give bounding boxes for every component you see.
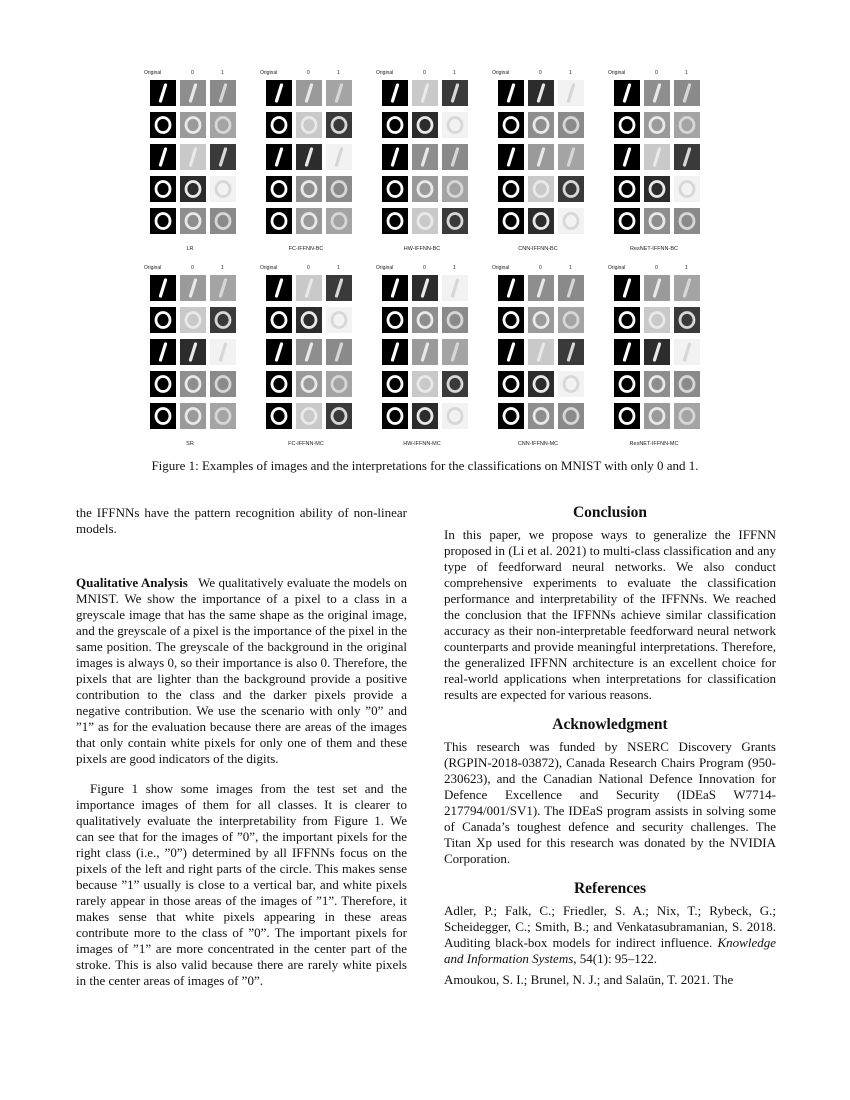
importance-image bbox=[296, 339, 322, 365]
importance-image bbox=[528, 80, 554, 106]
panel-header-label: 0 bbox=[539, 265, 542, 271]
importance-image bbox=[296, 80, 322, 106]
importance-image bbox=[180, 371, 206, 397]
importance-image bbox=[412, 208, 438, 234]
importance-image bbox=[210, 403, 236, 429]
panel-header-label: 1 bbox=[453, 70, 456, 76]
importance-image bbox=[412, 144, 438, 170]
importance-image bbox=[674, 176, 700, 202]
acknowledgment-body: This research was funded by NSERC Discovery Grants (RGPIN-2018-03872), Canada Research Chairs Program (950-230623), and the Canadian National Defence Innovation for Defence Excellence and Security (IDEaS W7714-217794/001/SV1). The IDEaS program assists in solving some of Canada’s toughest defence and security challenges. The Titan Xp used for this research was donated by the NVIDIA Corporation. bbox=[444, 739, 776, 866]
importance-image bbox=[326, 208, 352, 234]
panel-header-label: Original bbox=[144, 70, 162, 76]
panel-header-label: 0 bbox=[423, 70, 426, 76]
importance-image bbox=[210, 112, 236, 138]
importance-image bbox=[210, 144, 236, 170]
importance-image bbox=[326, 176, 352, 202]
importance-image bbox=[296, 144, 322, 170]
importance-image bbox=[326, 144, 352, 170]
importance-image bbox=[528, 307, 554, 333]
importance-image bbox=[528, 208, 554, 234]
importance-image bbox=[412, 80, 438, 106]
importance-image bbox=[528, 275, 554, 301]
original-digit-image bbox=[150, 403, 176, 429]
original-digit-image bbox=[382, 403, 408, 429]
panel-caption: HW-IFFNN-BC bbox=[403, 246, 441, 252]
importance-image bbox=[412, 403, 438, 429]
importance-image bbox=[674, 80, 700, 106]
original-digit-image bbox=[382, 307, 408, 333]
importance-image bbox=[644, 339, 670, 365]
panel-header-label: Original bbox=[492, 70, 510, 76]
importance-image bbox=[558, 176, 584, 202]
panel-caption: CNN-IFFNN-BC bbox=[518, 246, 558, 252]
left-para-0: the IFFNNs have the pattern recognition ability of non-linear models. bbox=[76, 505, 407, 536]
importance-image bbox=[442, 176, 468, 202]
importance-image bbox=[210, 275, 236, 301]
figure-1 bbox=[140, 70, 710, 450]
panel-header-label: Original bbox=[260, 70, 278, 76]
qualitative-analysis-paragraph bbox=[76, 575, 407, 767]
panel-caption: LR bbox=[186, 246, 194, 252]
panel-header-label: 1 bbox=[337, 265, 340, 271]
importance-image bbox=[644, 176, 670, 202]
reference-1-journal: Knowledge and Information Systems bbox=[444, 935, 777, 966]
original-digit-image bbox=[382, 80, 408, 106]
original-digit-image bbox=[150, 339, 176, 365]
panel-header bbox=[488, 265, 588, 273]
original-digit-image bbox=[498, 339, 524, 365]
importance-image bbox=[296, 275, 322, 301]
reference-1-text: Adler, P.; Falk, C.; Friedler, S. A.; Nix, T.; Rybeck, G.; Scheidegger, C.; Smith, B.; and Venkatasubramanian, S. 2018. Auditing black-box models for indirect influence. bbox=[444, 903, 776, 950]
panel-caption: SR bbox=[186, 441, 194, 447]
importance-image bbox=[326, 371, 352, 397]
panel-header-label: 0 bbox=[655, 70, 658, 76]
original-digit-image bbox=[498, 275, 524, 301]
importance-image bbox=[644, 307, 670, 333]
importance-image bbox=[528, 176, 554, 202]
importance-image bbox=[412, 112, 438, 138]
original-digit-image bbox=[614, 275, 640, 301]
importance-image bbox=[442, 403, 468, 429]
importance-image bbox=[296, 371, 322, 397]
panel-header-label: 1 bbox=[221, 265, 224, 271]
importance-image bbox=[558, 112, 584, 138]
original-digit-image bbox=[614, 80, 640, 106]
importance-image bbox=[528, 339, 554, 365]
original-digit-image bbox=[614, 339, 640, 365]
importance-image bbox=[296, 307, 322, 333]
panel-header-label: Original bbox=[376, 70, 394, 76]
original-digit-image bbox=[614, 307, 640, 333]
importance-image bbox=[326, 275, 352, 301]
importance-image bbox=[558, 403, 584, 429]
importance-image bbox=[296, 208, 322, 234]
importance-image bbox=[644, 112, 670, 138]
original-digit-image bbox=[266, 275, 292, 301]
original-digit-image bbox=[614, 144, 640, 170]
importance-image bbox=[644, 80, 670, 106]
original-digit-image bbox=[150, 176, 176, 202]
importance-image bbox=[210, 176, 236, 202]
panel-caption: ResNET-IFFNN-MC bbox=[629, 441, 679, 447]
importance-image bbox=[326, 80, 352, 106]
original-digit-image bbox=[498, 371, 524, 397]
conclusion-body: In this paper, we propose ways to generalize the IFFNN proposed in (Li et al. 2021) to multi-class classification and any type of feedforward neural networks. We also conduct comprehensive experiments to evaluate the classification performance and interpretability of the IFFNNs. We reached the conclusion that the IFFNNs achieve similar classification accuracy as their non-interpretable feedforward neural network counterparts and provide meaningful interpretations. Therefore, the generalized IFFNN architecture is an excellent choice for real-world applications when interpretations for classification results are expected for various reasons. bbox=[444, 527, 776, 702]
importance-image bbox=[558, 144, 584, 170]
original-digit-image bbox=[266, 208, 292, 234]
left-para-2: Figure 1 show some images from the test set and the importance images of them for all classes. It is clearer to qualitatively evaluate the interpretability from Figure 1. We can see that for the images of ”0”, the important pixels for the right class (i.e., ”0”) determined by all IFFNNs focus on the pixels of the left and right parts of the circle. This makes sense because ”1” usually is close to a vertical bar, and white pixels rarely appear in those areas of the images of ”1”. Therefore, it makes sense that white pixels appearing in these areas contribute more to the class of ”0”. The important pixels for images of ”1” are more concentrated in the center part of the stroke. This is also valid because there are rarely white pixels in the center areas of images of ”0”. bbox=[76, 781, 407, 988]
importance-image bbox=[180, 208, 206, 234]
importance-image bbox=[674, 339, 700, 365]
importance-image bbox=[674, 403, 700, 429]
figure-caption: Figure 1: Examples of images and the interpretations for the classifications on MNIST with only 0 and 1. bbox=[151, 458, 699, 473]
left-column bbox=[76, 505, 407, 989]
original-digit-image bbox=[498, 208, 524, 234]
importance-image bbox=[674, 371, 700, 397]
importance-image bbox=[558, 208, 584, 234]
acknowledgment-heading: Acknowledgment bbox=[552, 716, 668, 733]
original-digit-image bbox=[266, 80, 292, 106]
importance-image bbox=[296, 112, 322, 138]
importance-image bbox=[442, 144, 468, 170]
panel-header-label: 1 bbox=[569, 265, 572, 271]
importance-image bbox=[412, 307, 438, 333]
importance-image bbox=[296, 403, 322, 429]
original-digit-image bbox=[150, 112, 176, 138]
original-digit-image bbox=[614, 208, 640, 234]
importance-image bbox=[674, 112, 700, 138]
original-digit-image bbox=[382, 112, 408, 138]
importance-image bbox=[558, 371, 584, 397]
importance-image bbox=[644, 371, 670, 397]
original-digit-image bbox=[382, 144, 408, 170]
panel-caption: FC-IFFNN-MC bbox=[288, 441, 324, 447]
reference-2: Amoukou, S. I.; Brunel, N. J.; and Salaün, T. 2021. The bbox=[444, 972, 734, 987]
importance-image bbox=[326, 403, 352, 429]
importance-image bbox=[528, 144, 554, 170]
panel-header bbox=[140, 70, 240, 78]
panel-header bbox=[604, 70, 704, 78]
original-digit-image bbox=[498, 144, 524, 170]
importance-image bbox=[180, 80, 206, 106]
importance-image bbox=[644, 275, 670, 301]
importance-image bbox=[210, 339, 236, 365]
original-digit-image bbox=[150, 80, 176, 106]
panel-header-label: 1 bbox=[685, 265, 688, 271]
panel-header-label: 1 bbox=[569, 70, 572, 76]
panel-header-label: Original bbox=[260, 265, 278, 271]
importance-image bbox=[528, 112, 554, 138]
original-digit-image bbox=[150, 307, 176, 333]
importance-image bbox=[210, 80, 236, 106]
panel-header-label: Original bbox=[608, 70, 626, 76]
panel-header-label: 1 bbox=[453, 265, 456, 271]
panel-header bbox=[488, 70, 588, 78]
panel-header bbox=[140, 265, 240, 273]
importance-image bbox=[412, 176, 438, 202]
panel-caption: CNN-IFFNN-MC bbox=[517, 441, 559, 447]
importance-image bbox=[180, 275, 206, 301]
original-digit-image bbox=[498, 80, 524, 106]
importance-image bbox=[326, 112, 352, 138]
original-digit-image bbox=[614, 403, 640, 429]
panel-header-label: 1 bbox=[337, 70, 340, 76]
importance-image bbox=[674, 307, 700, 333]
original-digit-image bbox=[150, 371, 176, 397]
original-digit-image bbox=[382, 371, 408, 397]
panel-header-label: Original bbox=[144, 265, 162, 271]
original-digit-image bbox=[498, 112, 524, 138]
importance-image bbox=[674, 275, 700, 301]
original-digit-image bbox=[382, 275, 408, 301]
panel-header-label: 0 bbox=[191, 70, 194, 76]
panel-caption: ResNET-IFFNN-BC bbox=[630, 246, 678, 252]
importance-image bbox=[674, 208, 700, 234]
panel-header bbox=[372, 70, 472, 78]
importance-image bbox=[644, 403, 670, 429]
original-digit-image bbox=[498, 176, 524, 202]
panel-header-label: 0 bbox=[655, 265, 658, 271]
original-digit-image bbox=[150, 275, 176, 301]
original-digit-image bbox=[382, 176, 408, 202]
panel-caption: FC-IFFNN-BC bbox=[288, 246, 324, 252]
importance-image bbox=[412, 275, 438, 301]
panel-header-label: 1 bbox=[221, 70, 224, 76]
importance-image bbox=[558, 307, 584, 333]
panel-header-label: 1 bbox=[685, 70, 688, 76]
panel-header bbox=[604, 265, 704, 273]
panel-header-label: 0 bbox=[539, 70, 542, 76]
importance-image bbox=[442, 80, 468, 106]
importance-image bbox=[296, 176, 322, 202]
importance-image bbox=[210, 208, 236, 234]
importance-image bbox=[558, 80, 584, 106]
panel-header bbox=[372, 265, 472, 273]
original-digit-image bbox=[266, 339, 292, 365]
original-digit-image bbox=[266, 176, 292, 202]
original-digit-image bbox=[150, 144, 176, 170]
importance-image bbox=[412, 339, 438, 365]
original-digit-image bbox=[382, 208, 408, 234]
importance-image bbox=[644, 144, 670, 170]
importance-image bbox=[558, 339, 584, 365]
panel-header-label: 0 bbox=[423, 265, 426, 271]
importance-image bbox=[210, 307, 236, 333]
importance-image bbox=[442, 208, 468, 234]
qualitative-analysis-heading: Qualitative Analysis bbox=[76, 575, 188, 590]
importance-image bbox=[210, 371, 236, 397]
original-digit-image bbox=[614, 176, 640, 202]
importance-image bbox=[674, 144, 700, 170]
panel-header-label: Original bbox=[608, 265, 626, 271]
panel-header-label: 0 bbox=[307, 70, 310, 76]
importance-image bbox=[442, 307, 468, 333]
importance-image bbox=[180, 339, 206, 365]
panel-header-label: 0 bbox=[191, 265, 194, 271]
original-digit-image bbox=[382, 339, 408, 365]
importance-image bbox=[442, 339, 468, 365]
panel-caption: HW-IFFNN-MC bbox=[403, 441, 441, 447]
original-digit-image bbox=[266, 112, 292, 138]
panel-header-label: Original bbox=[492, 265, 510, 271]
panel-header-label: Original bbox=[376, 265, 394, 271]
importance-image bbox=[558, 275, 584, 301]
original-digit-image bbox=[498, 307, 524, 333]
importance-image bbox=[326, 339, 352, 365]
importance-image bbox=[442, 112, 468, 138]
importance-image bbox=[644, 208, 670, 234]
importance-image bbox=[180, 403, 206, 429]
importance-image bbox=[180, 176, 206, 202]
panel-header bbox=[256, 70, 356, 78]
right-column bbox=[444, 505, 776, 988]
references-heading: References bbox=[573, 880, 646, 897]
original-digit-image bbox=[266, 371, 292, 397]
original-digit-image bbox=[150, 208, 176, 234]
importance-image bbox=[412, 371, 438, 397]
importance-image bbox=[528, 403, 554, 429]
panel-header bbox=[256, 265, 356, 273]
original-digit-image bbox=[614, 112, 640, 138]
importance-image bbox=[180, 144, 206, 170]
reference-1 bbox=[444, 903, 776, 967]
importance-image bbox=[180, 307, 206, 333]
original-digit-image bbox=[266, 403, 292, 429]
original-digit-image bbox=[498, 403, 524, 429]
importance-image bbox=[442, 275, 468, 301]
importance-image bbox=[528, 371, 554, 397]
conclusion-heading: Conclusion bbox=[572, 504, 648, 521]
original-digit-image bbox=[266, 307, 292, 333]
original-digit-image bbox=[266, 144, 292, 170]
importance-image bbox=[442, 371, 468, 397]
importance-image bbox=[180, 112, 206, 138]
original-digit-image bbox=[614, 371, 640, 397]
qualitative-analysis-body: We qualitatively evaluate the models on MNIST. We show the importance of a pixel to a class in a greyscale image that has the same shape as the original image, and the greyscale of a pixel is the importance of the pixel in the same position. The greyscale of the background in the original images is always 0, so their importance is also 0. Therefore, the pixels that are lighter than the background provide a positive contribution to the class and the darker pixels provide a negative contribution. We use the scenario with only ”0” and ”1” as for the evaluation because there are areas of the images that only contain white pixels for only one of them and these pixels are good indicators of the digits. bbox=[76, 575, 408, 766]
importance-image bbox=[326, 307, 352, 333]
panel-header-label: 0 bbox=[307, 265, 310, 271]
reference-1-tail: , 54(1): 95–122. bbox=[573, 951, 658, 966]
